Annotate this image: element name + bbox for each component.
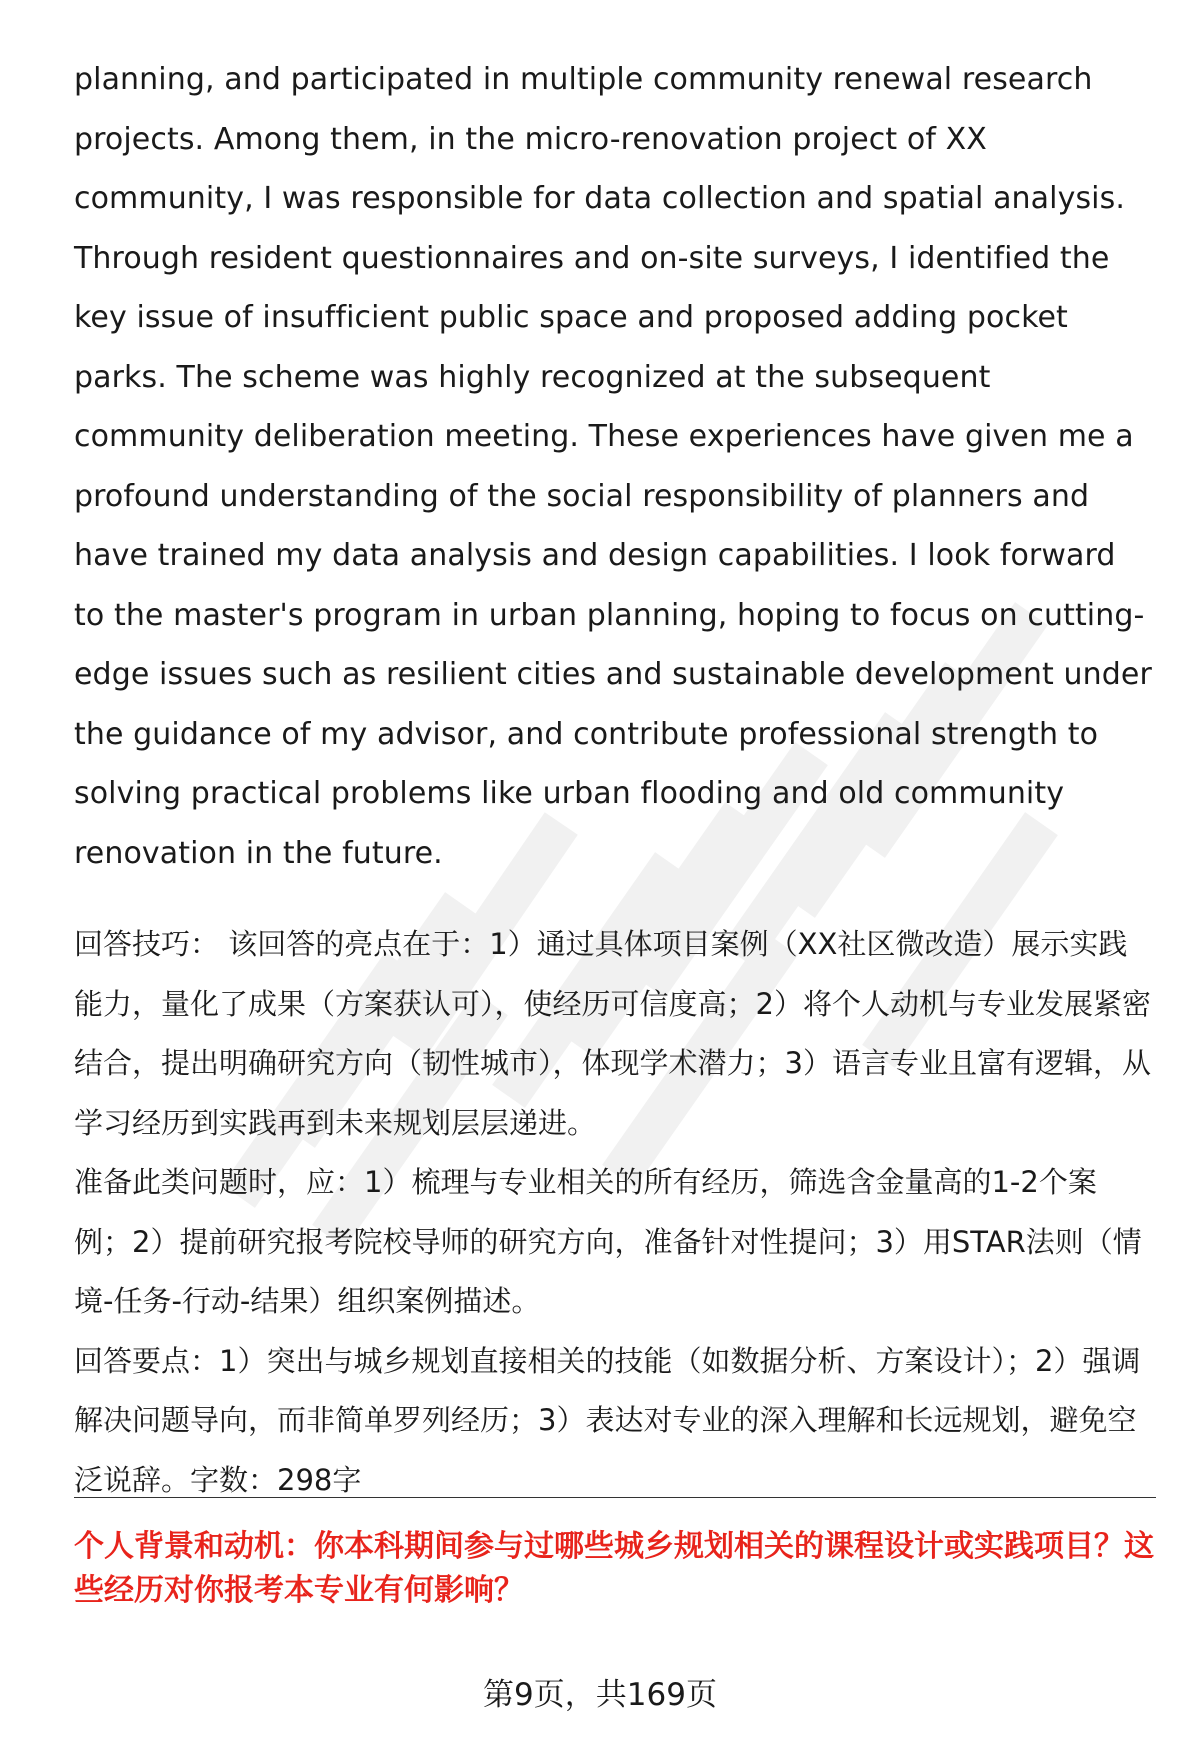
next-question-heading: 个人背景和动机：你本科期间参与过哪些城乡规划相关的课程设计或实践项目？这些经历对你报考本专业有何影响？ bbox=[74, 1529, 1154, 1608]
section-divider bbox=[74, 1497, 1156, 1498]
answer-tips-section bbox=[74, 915, 1154, 1510]
preparation-text: 准备此类问题时，应：1）梳理与专业相关的所有经历，筛选含金量高的1-2个案例；2）提前研究报考院校导师的研究方向，准备针对性提问；3）用STAR法则（情境-任务-行动-结果）组织案例描述。 bbox=[74, 1165, 1142, 1318]
main-content bbox=[74, 50, 1154, 1510]
answer-skills-text: 回答技巧： 该回答的亮点在于：1）通过具体项目案例（XX社区微改造）展示实践能力，量化了成果（方案获认可），使经历可信度高；2）将个人动机与专业发展紧密结合，提出明确研究方向（韧性城市），体现学术潜力；3）语言专业且富有逻辑，从学习经历到实践再到未来规划层层递进。 bbox=[74, 927, 1151, 1140]
page-footer: 第9页，共169页 bbox=[483, 1677, 717, 1713]
key-points-text: 回答要点：1）突出与城乡规划直接相关的技能（如数据分析、方案设计）；2）强调解决问题导向，而非简单罗列经历；3）表达对专业的深入理解和长远规划，避免空泛说辞。字数：298字 bbox=[74, 1343, 1141, 1497]
answer-paragraph: planning, and participated in multiple community renewal research projects. Among them, in the micro-renovation project of XX community, I was responsible for data collection and spatial analysis. Through resident questionnaires and on-site surveys, I identified the key issue of insufficient public space and proposed adding pocket parks. The scheme was highly recognized at the subsequent community deliberation meeting. These experiences have given me a profound understanding of the social responsibility of planners and have trained my data analysis and design capabilities. I look forward to the master's program in urban planning, hoping to focus on cutting-edge issues such as resilient cities and sustainable development under the guidance of my advisor, and contribute professional strength to solving practical problems like urban flooding and old community renovation in the future. bbox=[74, 62, 1152, 871]
